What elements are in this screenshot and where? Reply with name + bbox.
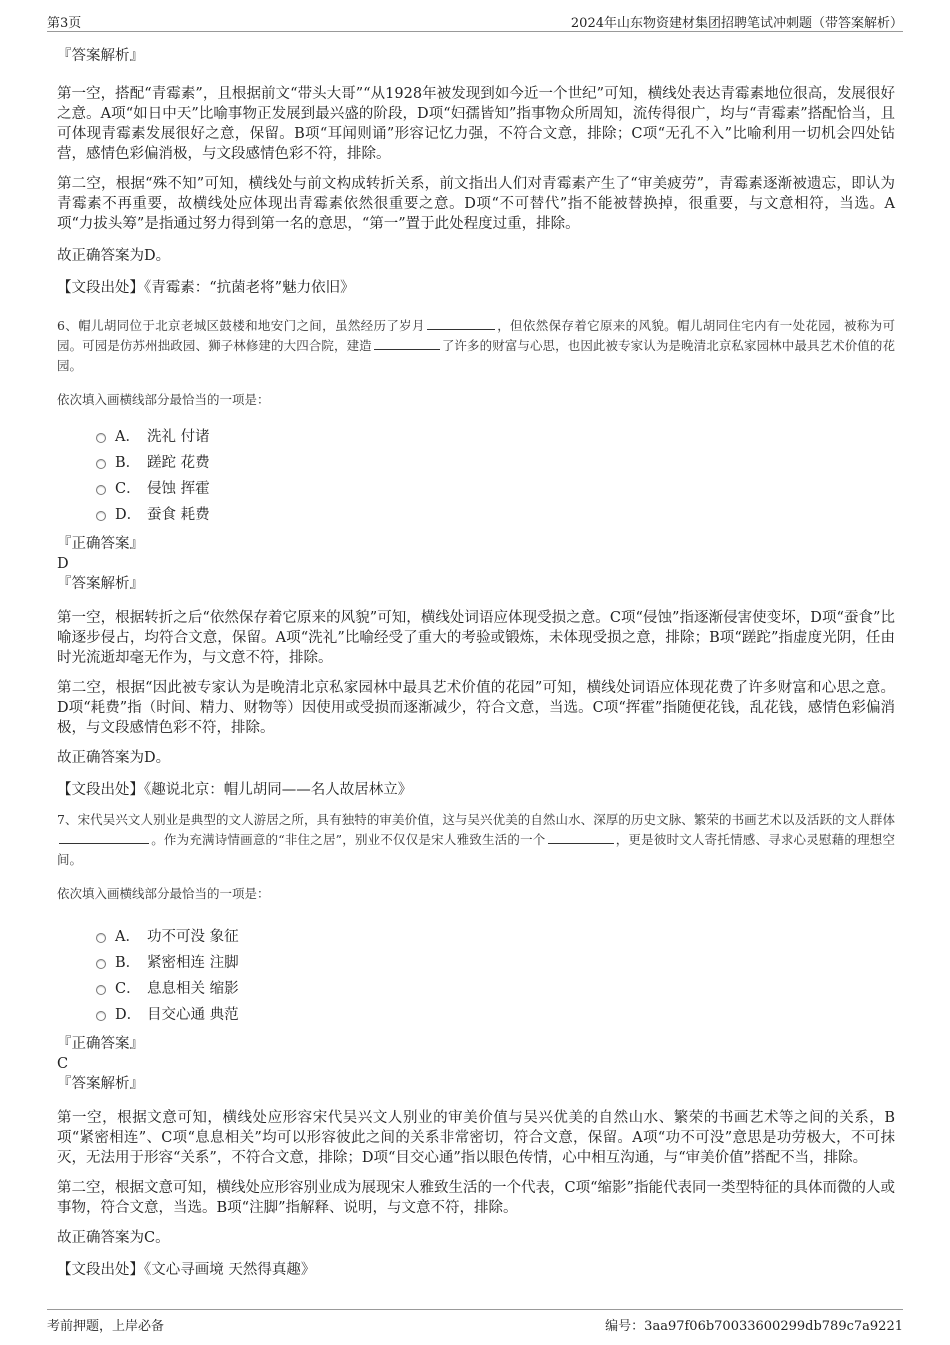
q7-prompt: 依次填入画横线部分最恰当的一项是：	[57, 886, 270, 901]
q6-correct-label: 『正确答案』	[57, 536, 144, 552]
q6-option-d[interactable]: D． 蚕食 耗费	[57, 502, 895, 528]
q6-conclusion: 故正确答案为D。	[57, 750, 171, 766]
q6-option-a[interactable]: A． 洗礼 付诸	[57, 424, 895, 450]
q7-correct-label: 『正确答案』	[57, 1036, 144, 1052]
document-id: 编号：3aa97f06b70033600299db789c7a9221	[605, 1319, 903, 1334]
q6-answer: D	[57, 556, 69, 572]
document-title: 2024年山东物资建材集团招聘笔试冲刺题（带答案解析）	[570, 16, 903, 31]
q5-analysis-p1: 第一空，搭配“青霉素”，且根据前文“带头大哥”“从1928年被发现到如今近一个世纪”可知，横线处表达青霉素地位很高，发展很好之意。A项“如日中天”比喻事物正发展到最兴盛的阶段，D项“妇孺皆知”指事物众所周知，流传得很广，均与“青霉素”搭配恰当，且可体现青霉素发展很好之意，保留。B项“耳闻则诵”形容记忆力强，不符合文意，排除；C项“无孔不入”比喻利用一切机会四处钻营，感情色彩偏消极，与文段感情色彩不符，排除。	[57, 86, 895, 162]
q6-prompt: 依次填入画横线部分最恰当的一项是：	[57, 392, 270, 407]
page-number: 第3页	[47, 16, 82, 31]
q7-options	[57, 924, 895, 1028]
radio-icon[interactable]	[96, 985, 106, 995]
footer-slogan: 考前押题，上岸必备	[47, 1319, 165, 1334]
q5-analysis-p2: 第二空，根据“殊不知”可知，横线处与前文构成转折关系，前文指出人们对青霉素产生了“审美疲劳”，青霉素逐渐被遗忘，即认为青霉素不再重要，故横线处应体现出青霉素依然很重要之意。D项“不可替代”指不能被替换掉，很重要，与文意相符，当选。A项“力拔头筹”是指通过努力得到第一名的意思，“第一”置于此处程度过重，排除。	[57, 176, 895, 232]
radio-icon[interactable]	[96, 959, 106, 969]
q5-source: 【文段出处】《青霉素：“抗菌老将”魅力依旧》	[57, 280, 355, 296]
radio-icon[interactable]	[96, 485, 106, 495]
q6-source: 【文段出处】《趣说北京：帽儿胡同——名人故居林立》	[57, 782, 413, 798]
radio-icon[interactable]	[96, 433, 106, 443]
q7-stem: 7、宋代吴兴文人别业是典型的文人游居之所，具有独特的审美价值，这与吴兴优美的自然山水、深厚的历史文脉、繁荣的书画艺术以及活跃的文人群体。作为充满诗情画意的“非住之居”，别业不仅仅是宋人雅致生活的一个 ，更是彼时文人寄托情感、寻求心灵慰藉的理想空间。	[57, 812, 895, 867]
q7-option-d[interactable]: D． 目交心通 典范	[57, 1002, 895, 1028]
page-footer	[47, 1309, 903, 1334]
q6-stem: 6、帽儿胡同位于北京老城区鼓楼和地安门之间，虽然经历了岁月 ，但依然保存着它原来的风貌。帽儿胡同住宅内有一处花园，被称为可园。可园是仿苏州拙政园、狮子林修建的大四合院，建造 了许多的财富与心思，也因此被专家认为是晚清北京私家园林中最具艺术价值的花园。	[57, 318, 895, 373]
q5-conclusion: 故正确答案为D。	[57, 248, 171, 264]
q7-analysis-p2: 第二空，根据文意可知，横线处应形容别业成为展现宋人雅致生活的一个代表，C项“缩影”指能代表同一类型特征的具体而微的人或事物，符合文意，当选。B项“注脚”指解释、说明，与文意不符，排除。	[57, 1180, 895, 1216]
radio-icon[interactable]	[96, 1011, 106, 1021]
q6-analysis-p2: 第二空，根据“因此被专家认为是晚清北京私家园林中最具艺术价值的花园”可知，横线处词语应体现花费了许多财富和心思之意。D项“耗费”指（时间、精力、财物等）因使用或受损而逐渐减少，符合文意，当选。C项“挥霍”指随便花钱，乱花钱，感情色彩偏消极，与文段感情色彩不符，排除。	[57, 680, 895, 736]
q7-source: 【文段出处】《文心寻画境 天然得真趣》	[57, 1262, 316, 1278]
q7-option-a[interactable]: A． 功不可没 象征	[57, 924, 895, 950]
q7-analysis-label: 『答案解析』	[57, 1076, 144, 1092]
q6-analysis-p1: 第一空，根据转折之后“依然保存着它原来的风貌”可知，横线处词语应体现受损之意。C项“侵蚀”指逐渐侵害使变坏，D项“蚕食”比喻逐步侵占，均符合文意，保留。A项“洗礼”比喻经受了重大的考验或锻炼，未体现受损之意，排除；B项“蹉跎”指虚度光阴，任由时光流逝却毫无作为，与文意不符，排除。	[57, 610, 895, 666]
q6-options	[57, 424, 895, 528]
q7-answer: C	[57, 1056, 69, 1072]
q6-option-b[interactable]: B． 蹉跎 花费	[57, 450, 895, 476]
page-header	[47, 10, 903, 32]
q7-option-c[interactable]: C． 息息相关 缩影	[57, 976, 895, 1002]
q5-analysis-label: 『答案解析』	[57, 48, 144, 64]
q6-analysis-label: 『答案解析』	[57, 576, 144, 592]
q7-option-b[interactable]: B． 紧密相连 注脚	[57, 950, 895, 976]
q6-option-c[interactable]: C． 侵蚀 挥霍	[57, 476, 895, 502]
q7-conclusion: 故正确答案为C。	[57, 1230, 170, 1246]
radio-icon[interactable]	[96, 459, 106, 469]
q7-analysis-p1: 第一空，根据文意可知，横线处应形容宋代吴兴文人别业的审美价值与吴兴优美的自然山水、繁荣的书画艺术等之间的关系，B项“紧密相连”、C项“息息相关”均可以形容彼此之间的关系非常密切，符合文意，保留。A项“功不可没”意思是功劳极大，不可抹灭，无法用于形容“关系”，不符合文意，排除；D项“目交心通”指以眼色传情，心中相互沟通，与“审美价值”搭配不当，排除。	[57, 1110, 895, 1166]
radio-icon[interactable]	[96, 511, 106, 521]
radio-icon[interactable]	[96, 933, 106, 943]
document-body	[57, 42, 895, 1280]
